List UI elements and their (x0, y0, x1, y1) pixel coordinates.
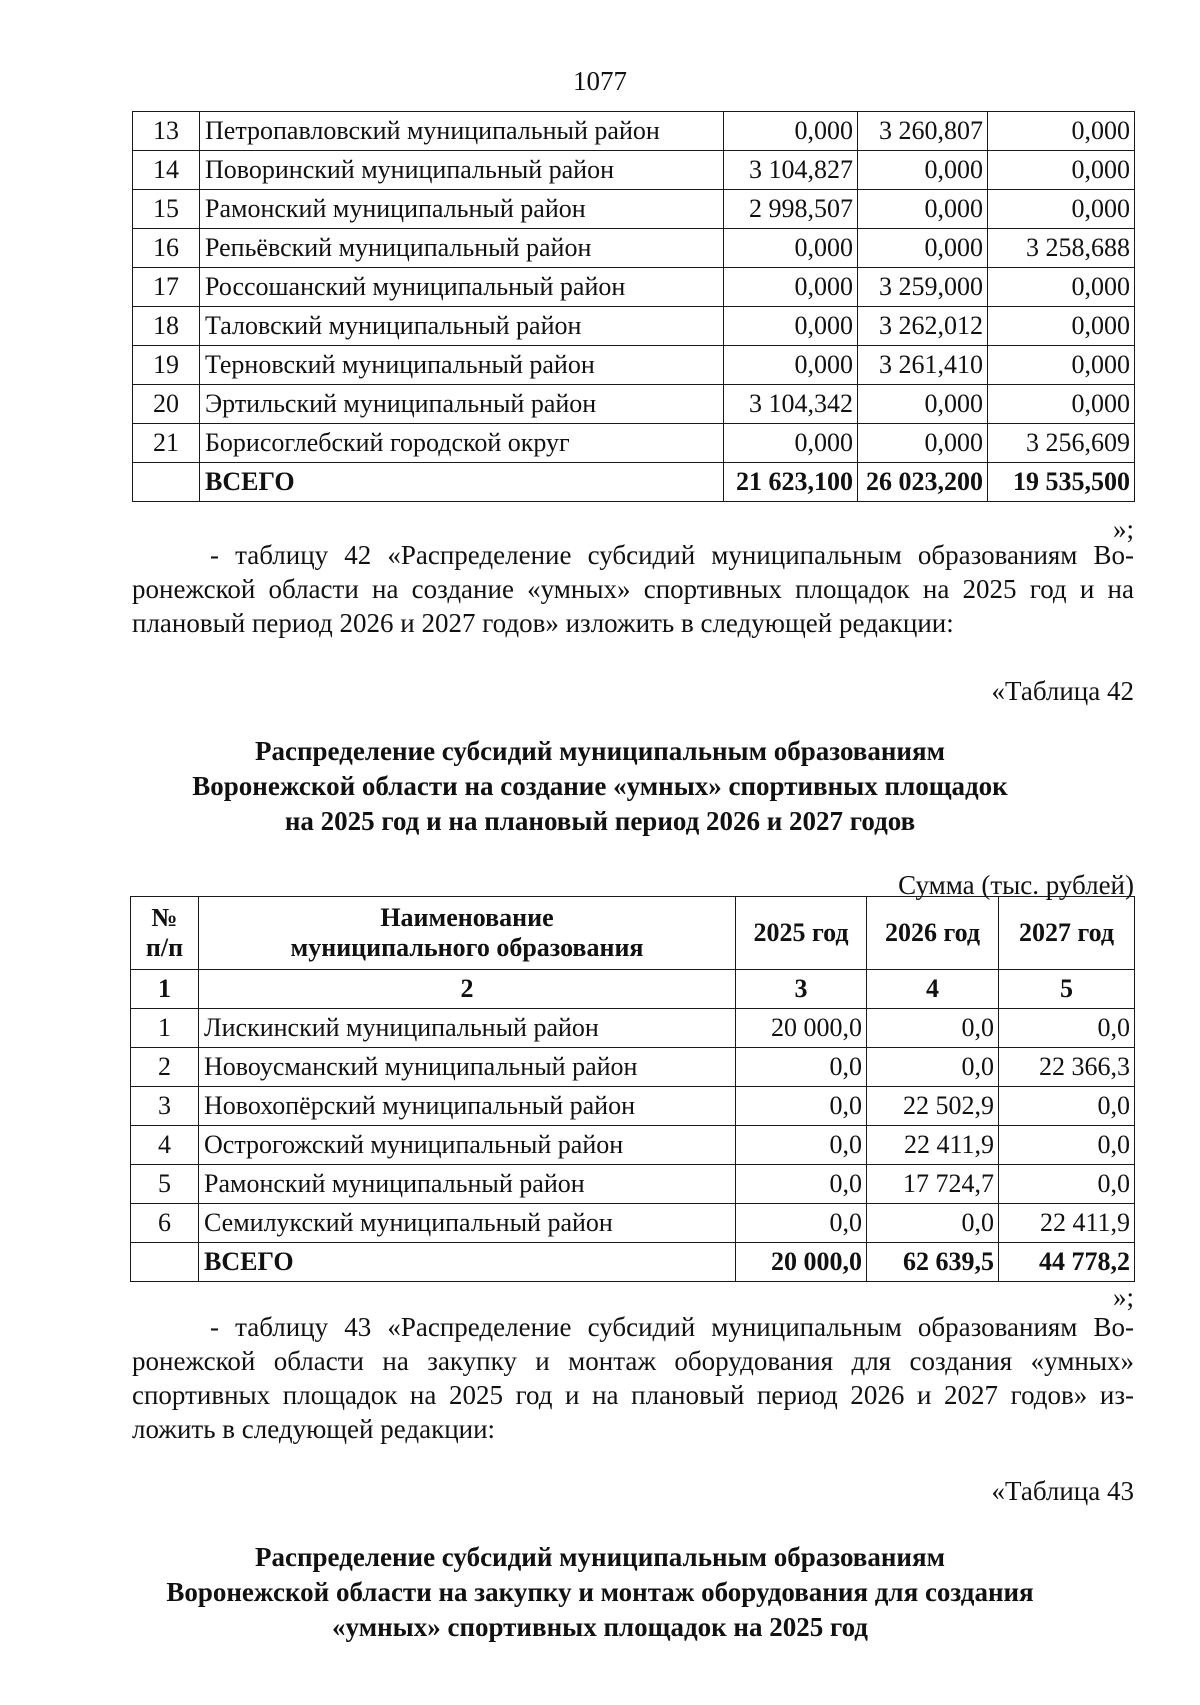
row-number: 6 (131, 1204, 199, 1243)
district-name: Таловский муниципальный район (200, 307, 724, 346)
column-number: 5 (999, 970, 1135, 1009)
district-name: Острогожский муниципальный район (199, 1126, 736, 1165)
col-header-number: № п/п (131, 897, 199, 970)
value-2027: 0,000 (988, 307, 1135, 346)
closing-quote-mark: »; (1112, 514, 1134, 544)
heading-line: Распределение субсидий муниципальным образованиям (255, 736, 945, 766)
paragraph-line: спортивных площадок на 2025 год и на плановый период 2026 и 2027 годов» из- (132, 1380, 1134, 1410)
value-2027: 0,0 (999, 1126, 1135, 1165)
row-number: 17 (133, 268, 200, 307)
heading-line: Воронежской области на создание «умных» спортивных площадок (192, 771, 1008, 801)
table-row (133, 385, 1135, 424)
value-2025: 0,0 (736, 1204, 867, 1243)
table-row (131, 1009, 1135, 1048)
empty-cell (133, 463, 200, 502)
paragraph-line: ложить в следующей редакции: (132, 1414, 496, 1444)
value-2025: 0,0 (736, 1165, 867, 1204)
value-2025: 0,000 (724, 112, 858, 151)
table-row (133, 346, 1135, 385)
value-2025: 0,000 (724, 346, 858, 385)
total-2027: 44 778,2 (999, 1243, 1135, 1282)
value-2027: 0,000 (988, 151, 1135, 190)
district-name: Новохопёрский муниципальный район (199, 1087, 736, 1126)
row-number: 4 (131, 1126, 199, 1165)
value-2027: 0,000 (988, 385, 1135, 424)
total-row (133, 463, 1135, 502)
value-2026: 3 262,012 (858, 307, 988, 346)
col-header-2026: 2026 год (867, 897, 999, 970)
value-2025: 0,0 (736, 1048, 867, 1087)
col-header-2027: 2027 год (999, 897, 1135, 970)
paragraph-line: ронежской области на закупку и монтаж оборудования для создания «умных» (132, 1346, 1134, 1376)
row-number: 5 (131, 1165, 199, 1204)
total-row (131, 1243, 1135, 1282)
table-label: «Таблица 42 (991, 676, 1134, 706)
row-number: 19 (133, 346, 200, 385)
value-2026: 0,000 (858, 190, 988, 229)
value-2026: 0,0 (867, 1204, 999, 1243)
row-number: 15 (133, 190, 200, 229)
table-row (131, 1048, 1135, 1087)
value-2025: 0,000 (724, 424, 858, 463)
district-name: Терновский муниципальный район (200, 346, 724, 385)
paragraph-table-42 (132, 538, 1134, 640)
value-2027: 22 366,3 (999, 1048, 1135, 1087)
value-2025: 0,000 (724, 268, 858, 307)
col-header-name (199, 897, 736, 970)
row-number: 21 (133, 424, 200, 463)
row-number: 2 (131, 1048, 199, 1087)
value-2026: 3 259,000 (858, 268, 988, 307)
heading-line: Воронежской области на закупку и монтаж оборудования для создания (166, 1577, 1034, 1607)
value-2026: 0,0 (867, 1048, 999, 1087)
col-header-2025: 2025 год (736, 897, 867, 970)
value-2025: 20 000,0 (736, 1009, 867, 1048)
value-2027: 3 258,688 (988, 229, 1135, 268)
total-2026: 62 639,5 (867, 1243, 999, 1282)
value-2027: 0,000 (988, 190, 1135, 229)
table-row (131, 1165, 1135, 1204)
header-line: Наименование (380, 903, 554, 932)
district-name: Рамонский муниципальный район (199, 1165, 736, 1204)
heading-line: «умных» спортивных площадок на 2025 год (332, 1612, 868, 1642)
table-row (131, 1204, 1135, 1243)
value-2027: 0,000 (988, 346, 1135, 385)
value-2026: 17 724,7 (867, 1165, 999, 1204)
paragraph-line: плановый период 2026 и 2027 годов» изложить в следующей редакции: (132, 608, 954, 638)
district-name: Семилукский муниципальный район (199, 1204, 736, 1243)
row-number: 14 (133, 151, 200, 190)
value-2026: 3 260,807 (858, 112, 988, 151)
value-2027: 0,000 (988, 268, 1135, 307)
table-row (133, 229, 1135, 268)
row-number: 16 (133, 229, 200, 268)
table-42-heading (0, 734, 1200, 839)
heading-line: Распределение субсидий муниципальным образованиям (255, 1542, 945, 1572)
total-2025: 21 623,100 (724, 463, 858, 502)
district-name: Борисоглебский городской округ (200, 424, 724, 463)
value-2025: 0,000 (724, 229, 858, 268)
table-label: «Таблица 43 (991, 1476, 1134, 1506)
district-name: Петропавловский муниципальный район (200, 112, 724, 151)
total-2025: 20 000,0 (736, 1243, 867, 1282)
table-row (133, 424, 1135, 463)
table-row (133, 151, 1135, 190)
value-2026: 3 261,410 (858, 346, 988, 385)
table-row (131, 1126, 1135, 1165)
paragraph-table-43 (132, 1310, 1134, 1446)
district-name: Новоусманский муниципальный район (199, 1048, 736, 1087)
value-2026: 0,0 (867, 1009, 999, 1048)
column-number: 3 (736, 970, 867, 1009)
column-number: 1 (131, 970, 199, 1009)
total-2026: 26 023,200 (858, 463, 988, 502)
paragraph-line: - таблицу 43 «Распределение субсидий муниципальным образованиям Во- (210, 1312, 1134, 1342)
header-row (131, 897, 1135, 970)
value-2027: 0,0 (999, 1087, 1135, 1126)
value-2025: 0,0 (736, 1087, 867, 1126)
closing-quote-mark: »; (1112, 1282, 1134, 1312)
table-row (133, 268, 1135, 307)
value-2027: 0,000 (988, 112, 1135, 151)
district-name: Эртильский муниципальный район (200, 385, 724, 424)
value-2026: 22 411,9 (867, 1126, 999, 1165)
heading-line: на 2025 год и на плановый период 2026 и 2027 годов (284, 806, 916, 836)
value-2026: 0,000 (858, 151, 988, 190)
table-row (131, 1087, 1135, 1126)
value-2026: 22 502,9 (867, 1087, 999, 1126)
total-label: ВСЕГО (199, 1243, 736, 1282)
row-number: 1 (131, 1009, 199, 1048)
value-2025: 0,000 (724, 307, 858, 346)
row-number: 20 (133, 385, 200, 424)
value-2027: 0,0 (999, 1009, 1135, 1048)
value-2025: 2 998,507 (724, 190, 858, 229)
district-name: Лискинский муниципальный район (199, 1009, 736, 1048)
total-2027: 19 535,500 (988, 463, 1135, 502)
paragraph-line: ронежской области на создание «умных» спортивных площадок на 2025 год и на (132, 574, 1134, 604)
table-row (133, 112, 1135, 151)
empty-cell (131, 1243, 199, 1282)
value-2027: 0,0 (999, 1165, 1135, 1204)
row-number: 13 (133, 112, 200, 151)
value-2027: 3 256,609 (988, 424, 1135, 463)
value-2026: 0,000 (858, 229, 988, 268)
column-number: 4 (867, 970, 999, 1009)
table-43-heading (0, 1540, 1200, 1645)
page-number: 1077 (573, 66, 627, 96)
row-number: 3 (131, 1087, 199, 1126)
column-number: 2 (199, 970, 736, 1009)
district-name: Россошанский муниципальный район (200, 268, 724, 307)
value-2027: 22 411,9 (999, 1204, 1135, 1243)
previous-table (132, 111, 1135, 502)
district-name: Репьёвский муниципальный район (200, 229, 724, 268)
table-42 (130, 896, 1135, 1282)
table-row (133, 190, 1135, 229)
row-number: 18 (133, 307, 200, 346)
district-name: Поворинский муниципальный район (200, 151, 724, 190)
value-2025: 3 104,342 (724, 385, 858, 424)
total-label: ВСЕГО (200, 463, 724, 502)
column-numbers-row (131, 970, 1135, 1009)
paragraph-line: - таблицу 42 «Распределение субсидий муниципальным образованиям Во- (210, 540, 1134, 570)
table-row (133, 307, 1135, 346)
value-2025: 0,0 (736, 1126, 867, 1165)
header-line: муниципального образования (290, 933, 644, 962)
value-2026: 0,000 (858, 385, 988, 424)
district-name: Рамонский муниципальный район (200, 190, 724, 229)
units-label: Сумма (тыс. рублей) (898, 870, 1134, 900)
value-2025: 3 104,827 (724, 151, 858, 190)
value-2026: 0,000 (858, 424, 988, 463)
